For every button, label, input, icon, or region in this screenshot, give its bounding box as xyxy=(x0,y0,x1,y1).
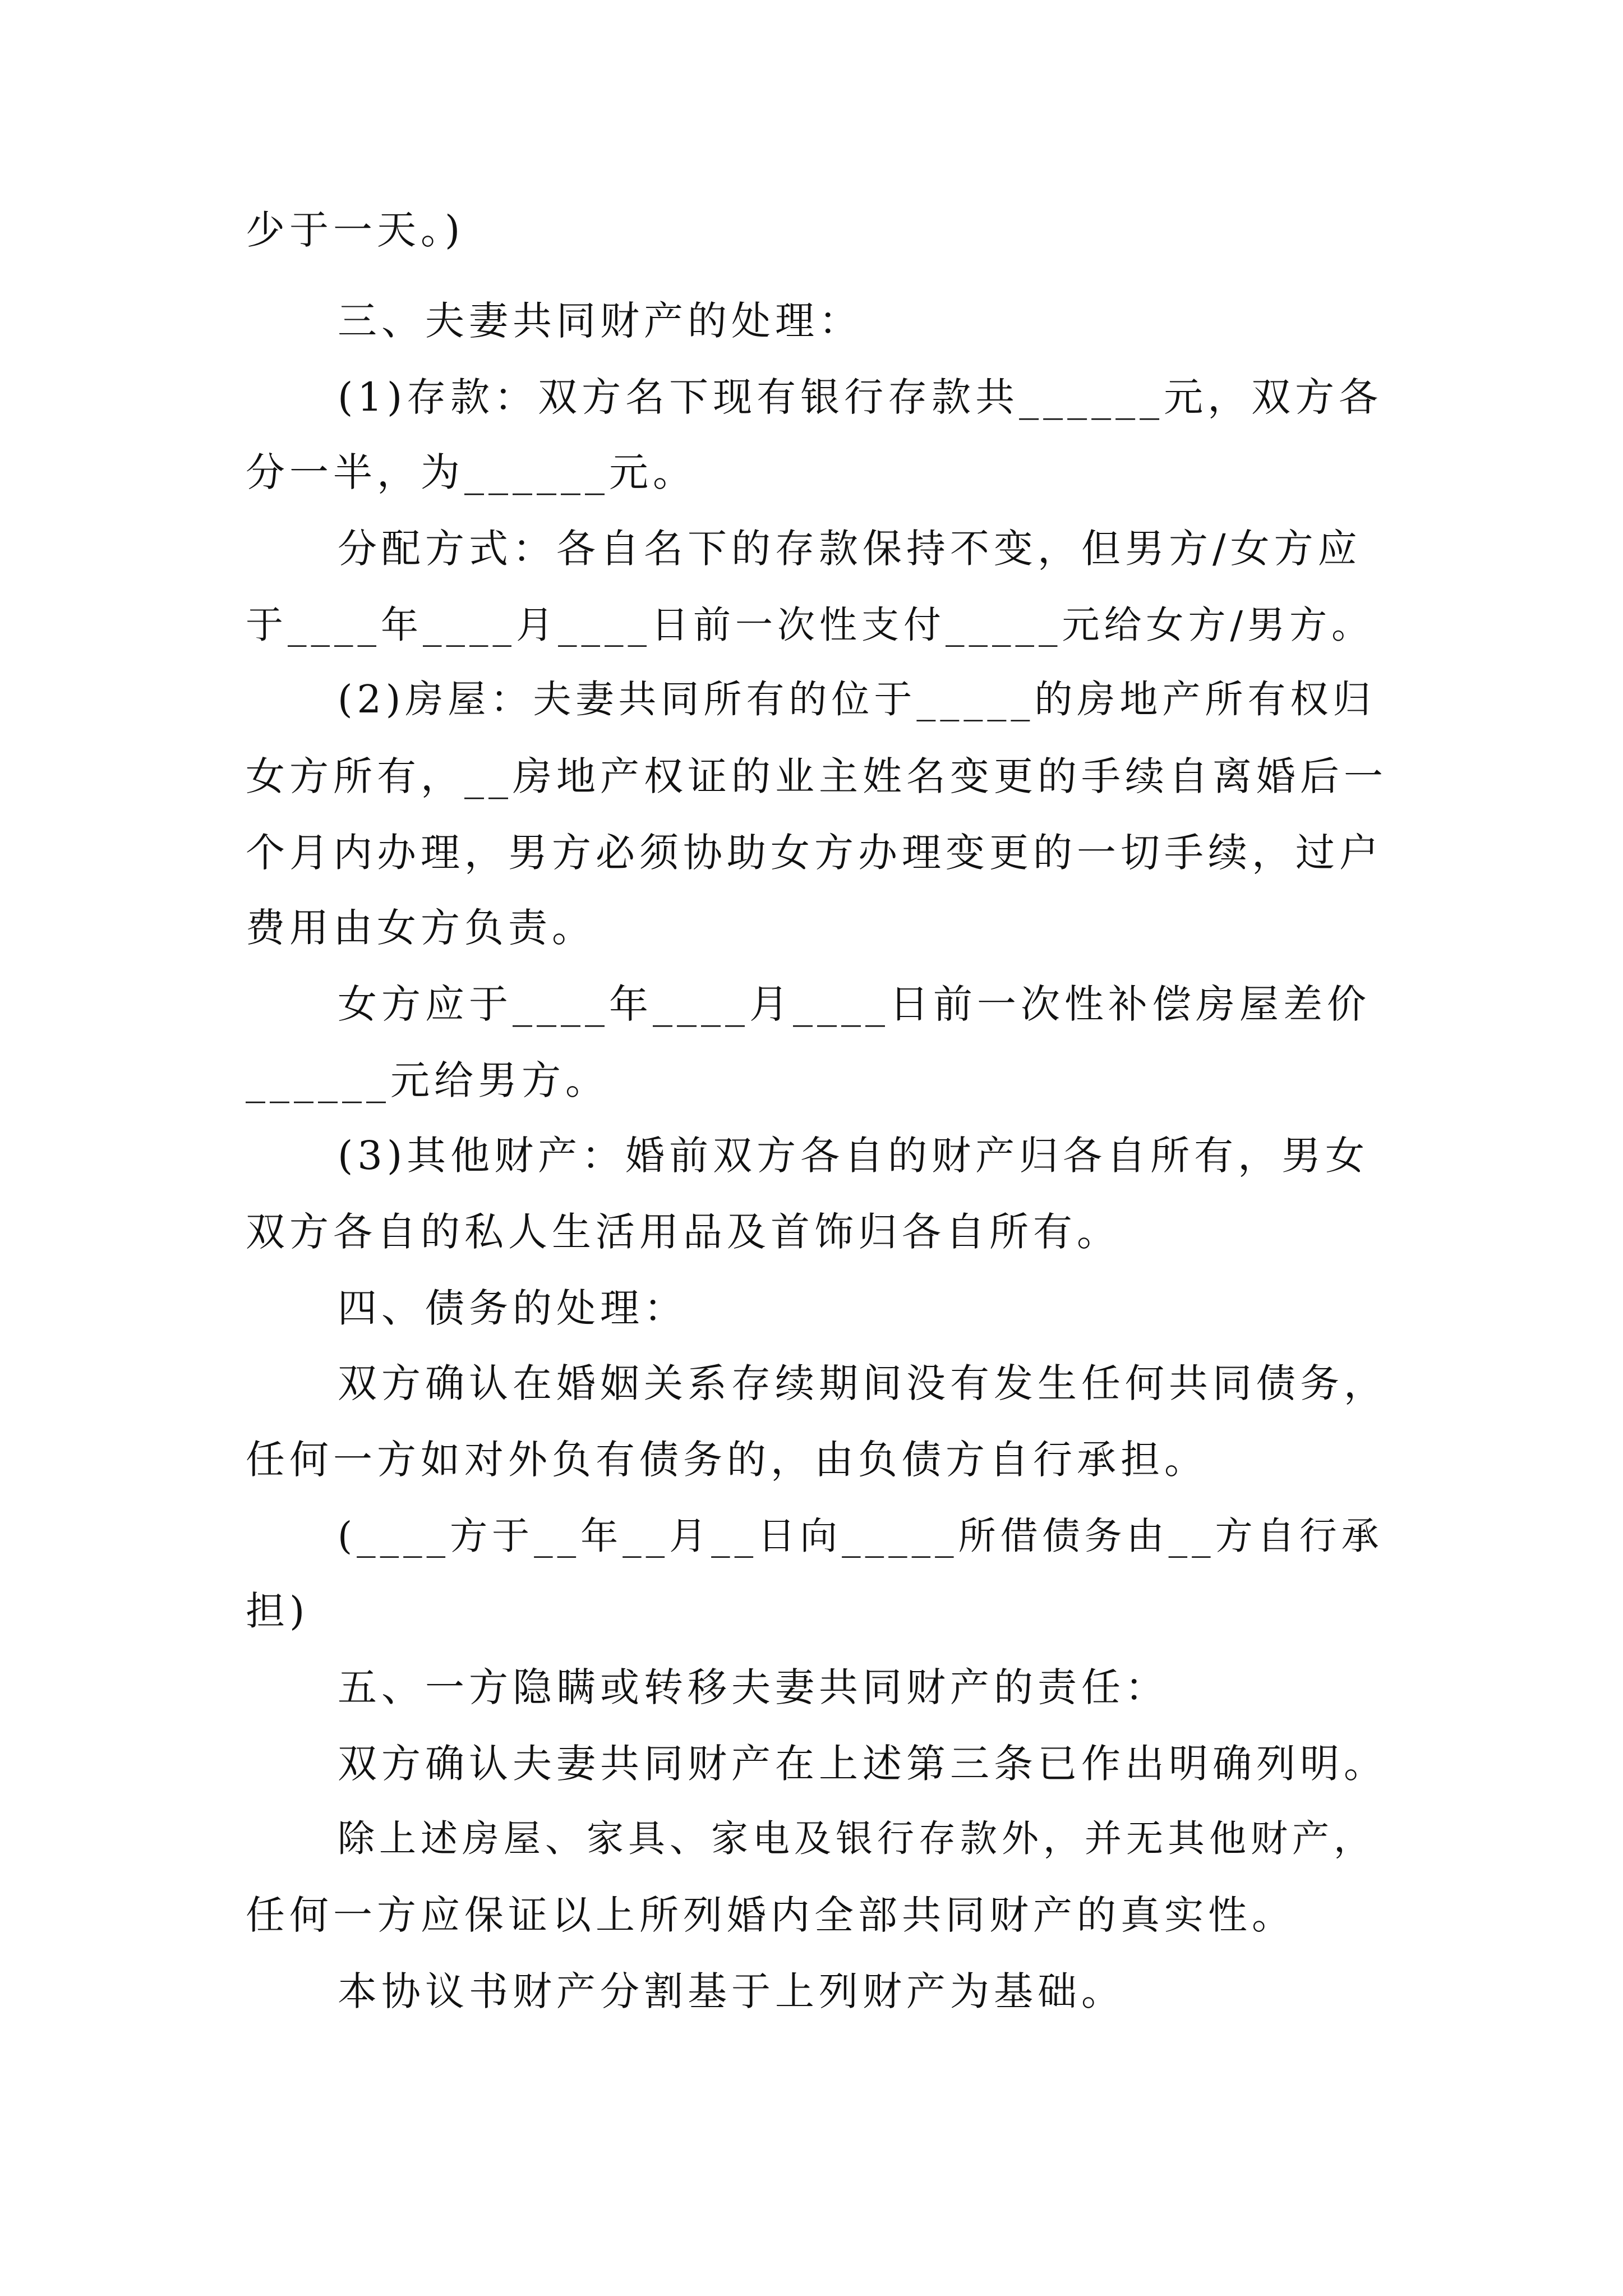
text-line: 费用由女方负责。 xyxy=(246,905,596,951)
section-heading: 四、债务的处理： xyxy=(338,1285,688,1331)
text-line: 女方应于____年____月____日前一次性补偿房屋差价 xyxy=(338,981,1371,1027)
text-line: 任何一方如对外负有债务的，由负债方自行承担。 xyxy=(246,1437,1208,1483)
text-line: (3)其他财产：婚前双方各自的财产归各自所有，男女 xyxy=(338,1133,1370,1179)
section-heading: 三、夫妻共同财产的处理： xyxy=(338,298,863,344)
section-heading: 五、一方隐瞒或转移夫妻共同财产的责任： xyxy=(338,1664,1169,1710)
text-line: 分配方式：各自名下的存款保持不变，但男方/女方应 xyxy=(338,526,1362,572)
text-line: (____方于__年__月__日向_____所借债务由__方自行承 xyxy=(338,1514,1384,1558)
text-line: 少于一天。) xyxy=(246,207,465,253)
text-line: 于____年____月____日前一次性支付_____元给女方/男方。 xyxy=(246,603,1374,647)
text-line: 双方各自的私人生活用品及首饰归各自所有。 xyxy=(246,1209,1121,1255)
text-line: 本协议书财产分割基于上列财产为基础。 xyxy=(338,1968,1125,2014)
text-line: 除上述房屋、家具、家电及银行存款外，并无其他财产， xyxy=(338,1817,1375,1860)
text-line: 分一半，为______元。 xyxy=(246,449,697,495)
text-line: 双方确认在婚姻关系存续期间没有发生任何共同债务， xyxy=(338,1360,1387,1406)
text-line: 双方确认夫妻共同财产在上述第三条已作出明确列明。 xyxy=(338,1741,1387,1787)
text-line: 任何一方应保证以上所列婚内全部共同财产的真实性。 xyxy=(246,1892,1295,1938)
text-line: 担) xyxy=(246,1588,310,1634)
text-line: (2)房屋：夫妻共同所有的位于_____的房地产所有权归 xyxy=(338,678,1376,722)
text-line: ______元给男方。 xyxy=(246,1057,609,1103)
text-line: (1)存款：双方名下现有银行存款共______元，双方各 xyxy=(338,374,1383,420)
text-line: 个月内办理，男方必须协助女方办理变更的一切手续，过户 xyxy=(246,830,1383,876)
text-line: 女方所有，__房地产权证的业主姓名变更的手续自离婚后一 xyxy=(246,753,1387,799)
